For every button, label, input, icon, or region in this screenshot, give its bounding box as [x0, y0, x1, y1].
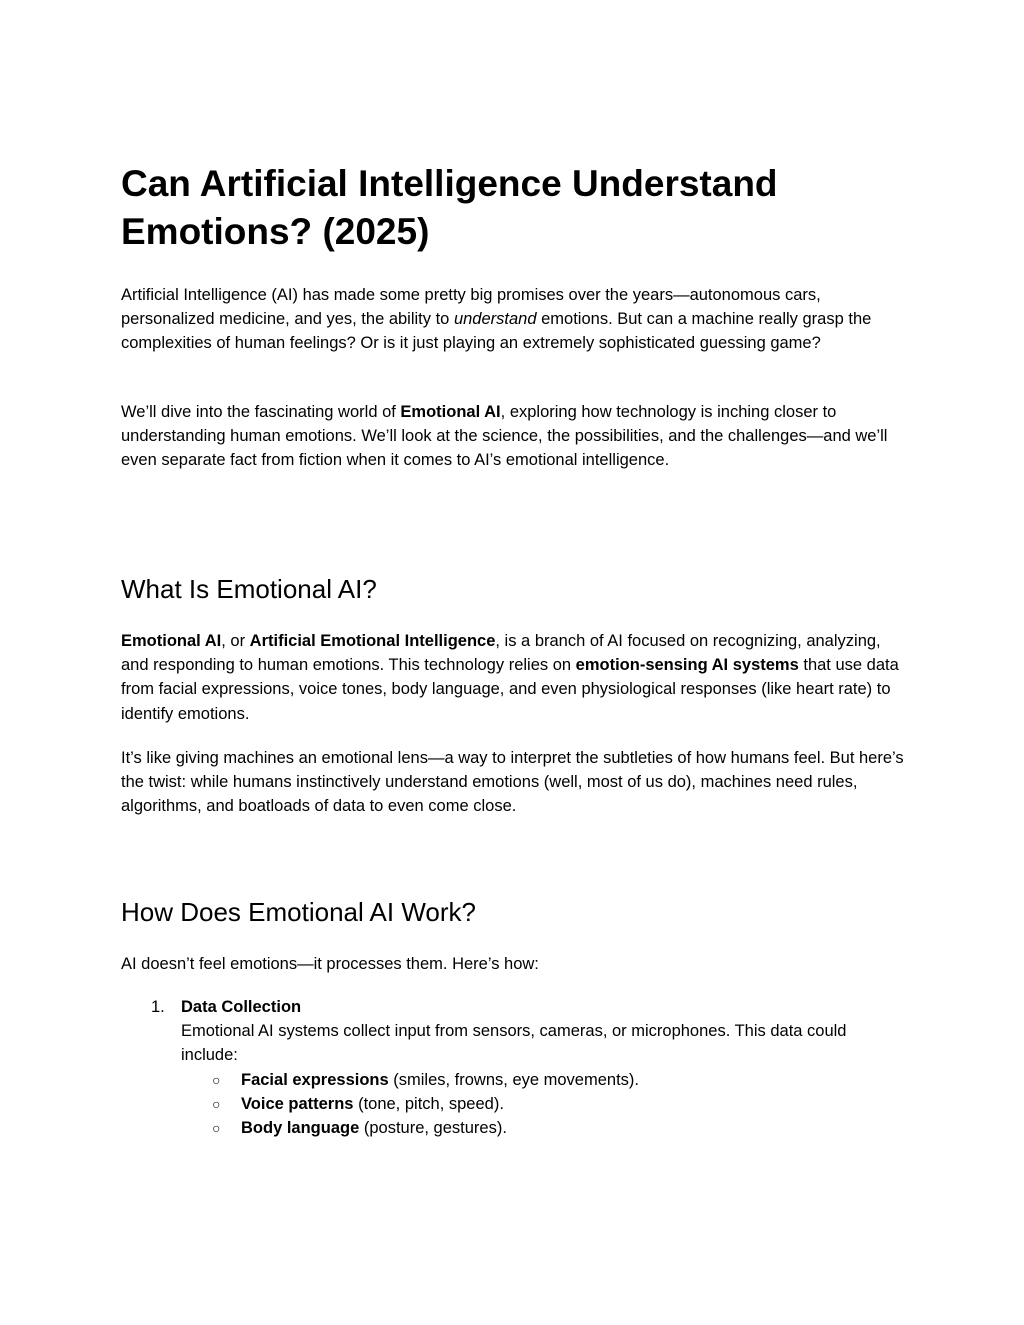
section-heading-how-does: How Does Emotional AI Work?	[121, 897, 476, 927]
steps-list	[121, 995, 906, 1140]
bold-emotional-ai: Emotional AI	[400, 403, 501, 421]
document-title: Can Artificial Intelligence Understand Emotions? (2025)	[121, 163, 778, 252]
sub-list	[181, 1068, 906, 1141]
step-title: Data Collection	[181, 998, 302, 1016]
step-text: Emotional AI systems collect input from sensors, cameras, or microphones. This data could include:	[181, 1022, 847, 1065]
list-number: 1.	[151, 998, 165, 1016]
list-item: ○ Voice patterns (tone, pitch, speed).	[181, 1092, 906, 1116]
section1-paragraph-1: Emotional AI, or Artificial Emotional Intelligence, is a branch of AI focused on recognizing, analyzing, and responding to human emotions. This technology relies on emotion-sensing AI systems that use data from facial expressions, voice tones, body language, and even physiological responses (like heart rate) to identify emotions.	[121, 632, 899, 723]
list-item	[121, 995, 906, 1140]
emphasis-understand: understand	[453, 310, 537, 329]
hollow-bullet-icon: ○	[212, 1120, 221, 1137]
intro-paragraph-1: Artificial Intelligence (AI) has made some pretty big promises over the years—autonomous cars, personalized medicine, and yes, the ability to understand emotions. But can a machine really grasp the complexities of human feelings? Or is it just playing an extremely sophisticated guessing game?	[121, 286, 872, 353]
section2-intro: AI doesn’t feel emotions—it processes them. Here’s how:	[121, 955, 539, 973]
list-item: ○ Facial expressions (smiles, frowns, eye movements).	[181, 1068, 906, 1092]
list-item: ○ Body language (posture, gestures).	[181, 1116, 906, 1140]
section1-paragraph-2: It’s like giving machines an emotional lens—a way to interpret the subtleties of how humans feel. But here’s the twist: while humans instinctively understand emotions (well, most of us do), machines need rules, algorithms, and boatloads of data to even come close.	[121, 749, 904, 816]
section-heading-what-is: What Is Emotional AI?	[121, 574, 377, 604]
hollow-bullet-icon: ○	[212, 1071, 221, 1088]
intro-paragraph-2: We’ll dive into the fascinating world of Emotional AI, exploring how technology is inching closer to understanding human emotions. We’ll look at the science, the possibilities, and the challenges—and we’ll even separate fact from fiction when it comes to AI’s emotional intelligence.	[121, 403, 888, 470]
hollow-bullet-icon: ○	[212, 1095, 221, 1112]
